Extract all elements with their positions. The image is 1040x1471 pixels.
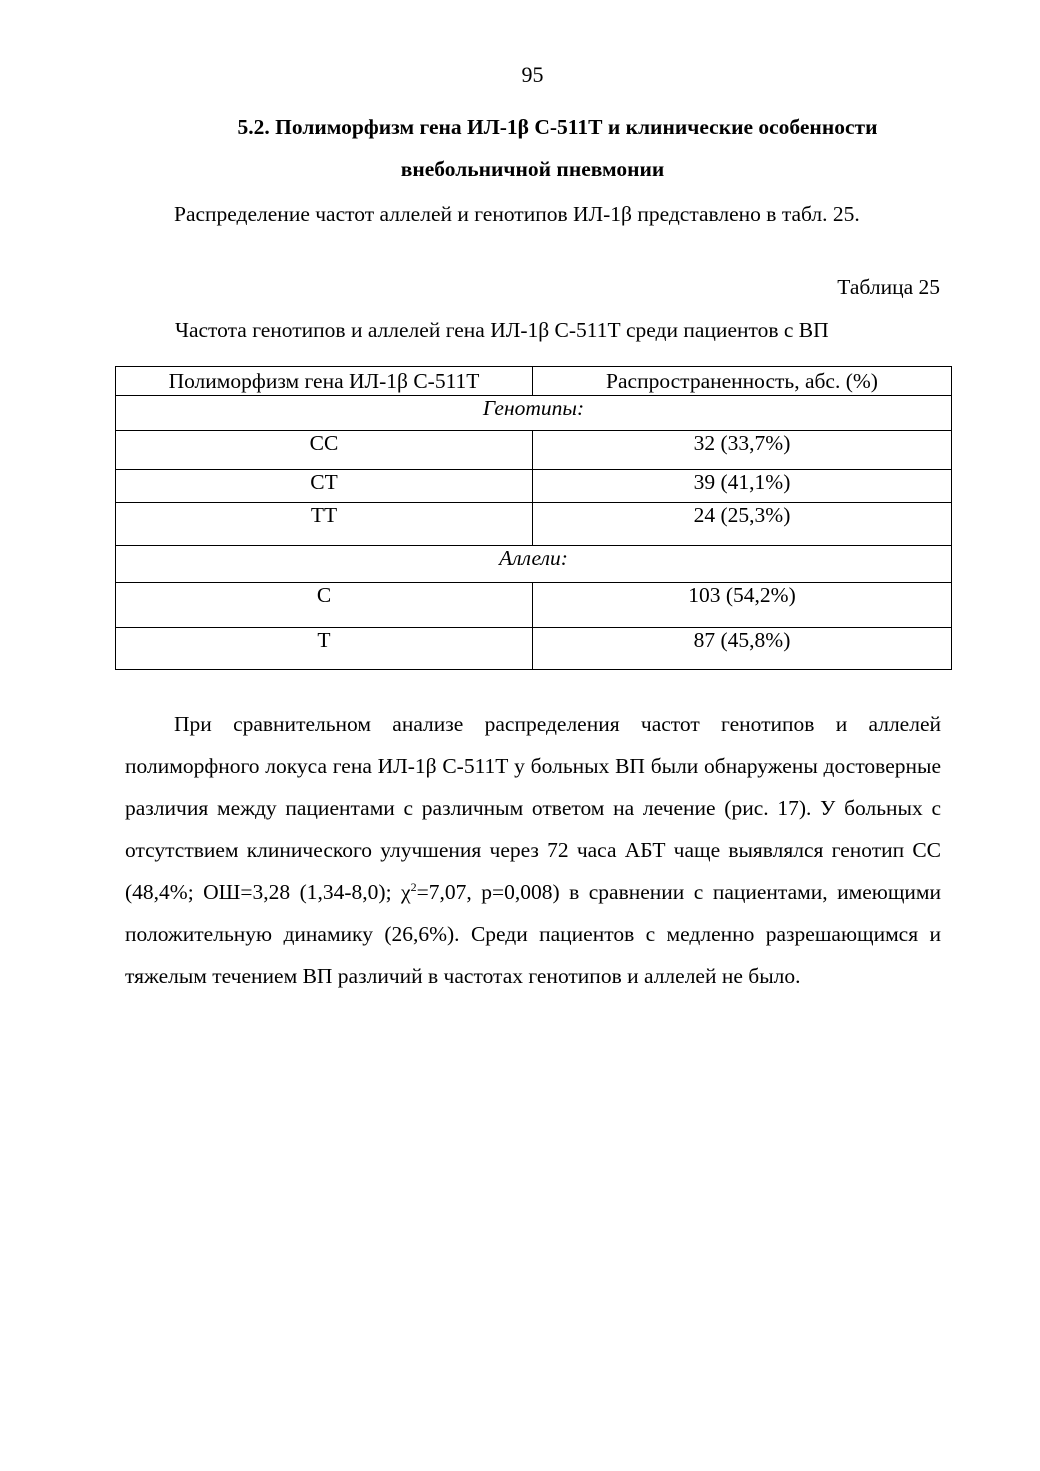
genotype-value: 24 (25,3%): [533, 503, 952, 546]
genotype-name: СС: [116, 431, 533, 470]
table-group-row: [116, 396, 952, 431]
genotype-value: 32 (33,7%): [533, 431, 952, 470]
section-heading-line-2: внебольничной пневмонии: [400, 157, 665, 181]
genotype-name: ТТ: [116, 503, 533, 546]
body-text-part2: =7,07, р=0,008) в сравнении с пациентами, имеющими положительную динамику (26,6%). Среди пациентов с медленно разрешающимся и тяжелым течением ВП различий в частотах генотипов и аллелей не было.: [125, 880, 941, 988]
allele-name: С: [116, 583, 533, 628]
table-label: Таблица 25: [837, 275, 940, 299]
body-text-part1: При сравнительном анализе распределения частот генотипов и аллелей полиморфного локуса гена ИЛ-1β С-511Т у больных ВП были обнаружены достоверные различия между пациентами с различным ответом на лечение (рис. 17). У больных с отсутствием клинического улучшения через 72 часа АБТ чаще выявлялся генотип СС (48,4%; ОШ=3,28 (1,34-8,0); χ: [125, 712, 941, 904]
intro-paragraph: [125, 193, 941, 235]
allele-value: 103 (54,2%): [533, 583, 952, 628]
table-header-cell: Полиморфизм гена ИЛ-1β С-511Т: [116, 367, 533, 396]
group-title-genotypes: Генотипы:: [116, 396, 952, 431]
allele-value: 87 (45,8%): [533, 628, 952, 670]
table-caption: Частота генотипов и аллелей гена ИЛ-1β С-511Т среди пациентов с ВП: [175, 318, 829, 342]
body-paragraph: [125, 703, 941, 997]
table-row: [116, 628, 952, 670]
genotype-value: 39 (41,1%): [533, 470, 952, 503]
table-header-row: [116, 367, 952, 396]
genotype-table: [115, 366, 952, 670]
table-group-row: [116, 546, 952, 583]
table-header-cell: Распространенность, абс. (%): [533, 367, 952, 396]
table-row: [116, 470, 952, 503]
table-row: [116, 503, 952, 546]
table-row: [116, 431, 952, 470]
superscript: 2: [410, 879, 417, 894]
page-number: 95: [521, 62, 544, 87]
table-row: [116, 583, 952, 628]
intro-text: Распределение частот аллелей и генотипов ИЛ-1β представлено в табл. 25.: [174, 202, 860, 226]
allele-name: Т: [116, 628, 533, 670]
genotype-name: СТ: [116, 470, 533, 503]
group-title-alleles: Аллели:: [116, 546, 952, 583]
section-heading-line-1: 5.2. Полиморфизм гена ИЛ-1β С-511Т и клинические особенности: [237, 115, 878, 139]
